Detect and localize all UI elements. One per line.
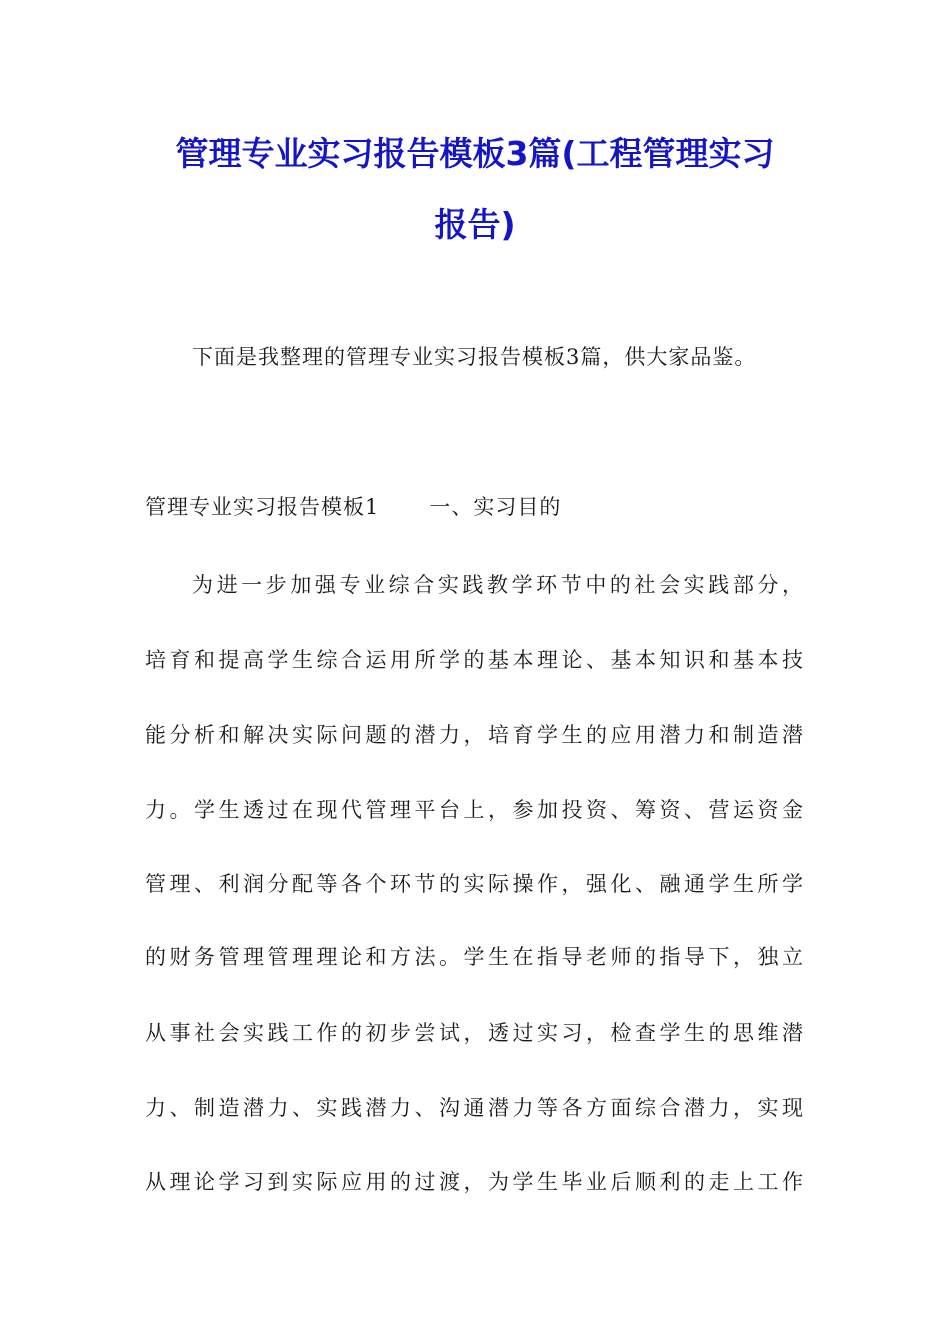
- intro-paragraph: 下面是我整理的管理专业实习报告模板3篇，供大家品鉴。: [192, 345, 757, 369]
- body-line: 的财务管理管理理论和方法。学生在指导老师的指导下，独立: [145, 945, 805, 969]
- body-line: 管理、利润分配等各个环节的实际操作，强化、融通学生所学: [145, 872, 805, 896]
- section-heading-row: [145, 497, 561, 518]
- section-heading: 一、实习目的: [429, 495, 562, 519]
- body-line: 力。学生透过在现代管理平台上，参加投资、筹资、营运资金: [145, 798, 805, 822]
- body-line: 为进一步加强专业综合实践教学环节中的社会实践部分，: [192, 573, 805, 597]
- document-title-line-1: 管理专业实习报告模板3篇(工程管理实习: [175, 134, 775, 173]
- body-line: 力、制造潜力、实践潜力、沟通潜力等各方面综合潜力，实现: [145, 1096, 805, 1120]
- body-line: 培育和提高学生综合运用所学的基本理论、基本知识和基本技: [145, 648, 805, 672]
- body-line: 从事社会实践工作的初步尝试，透过实习，检查学生的思维潜: [145, 1021, 805, 1045]
- body-line: 从理论学习到实际应用的过渡，为学生毕业后顺利的走上工作: [145, 1170, 805, 1194]
- section-label: 管理专业实习报告模板1: [145, 495, 380, 519]
- body-line: 能分析和解决实际问题的潜力，培育学生的应用潜力和制造潜: [145, 723, 805, 747]
- document-title-line-2: 报告): [434, 205, 516, 244]
